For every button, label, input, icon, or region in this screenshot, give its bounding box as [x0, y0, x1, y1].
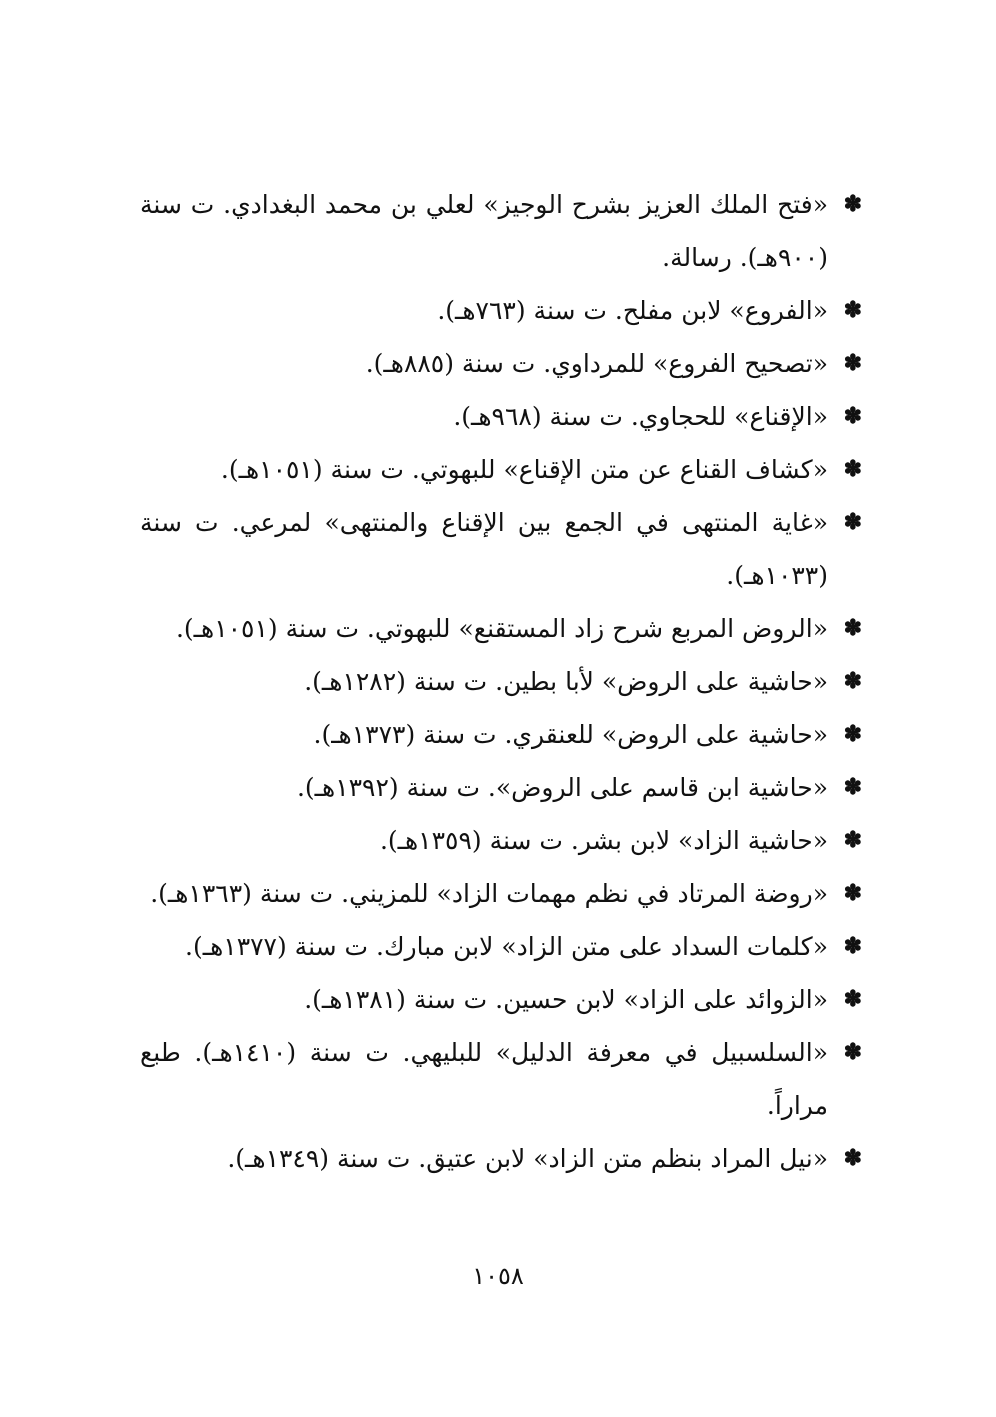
bibliography-entry [140, 708, 862, 761]
entry-text: «الزوائد على الزاد» لابن حسين. ت سنة (١٣٨١هـ). [304, 985, 828, 1014]
entry-text: «السلسبيل في معرفة الدليل» للبليهي. ت سنة (١٤١٠هـ). طبع مراراً. [140, 1038, 828, 1120]
entry-text: «تصحيح الفروع» للمرداوي. ت سنة (٨٨٥هـ). [365, 349, 828, 378]
bibliography-entry [140, 284, 862, 337]
entry-text: «الفروع» لابن مفلح. ت سنة (٧٦٣هـ). [437, 296, 828, 325]
entry-text: «نيل المراد بنظم متن الزاد» لابن عتيق. ت سنة (١٣٤٩هـ). [227, 1144, 828, 1173]
asterisk-bullet-icon: ✽ [843, 615, 862, 641]
entry-text: «الروض المربع شرح زاد المستقنع» للبهوتي. ت سنة (١٠٥١هـ). [175, 614, 828, 643]
asterisk-bullet-icon: ✽ [843, 456, 862, 482]
entry-text: «حاشية ابن قاسم على الروض». ت سنة (١٣٩٢هـ). [296, 773, 828, 802]
page-number: ١٠٥٨ [472, 1262, 524, 1290]
asterisk-bullet-icon: ✽ [843, 668, 862, 694]
asterisk-bullet-icon: ✽ [843, 403, 862, 429]
entry-text: «الإقناع» للحجاوي. ت سنة (٩٦٨هـ). [453, 402, 828, 431]
asterisk-bullet-icon: ✽ [843, 880, 862, 906]
bibliography-entry [140, 602, 862, 655]
bibliography-entry [140, 867, 862, 920]
bibliography-entry [140, 814, 862, 867]
asterisk-bullet-icon: ✽ [843, 350, 862, 376]
bibliography-entry [140, 920, 862, 973]
entry-text: «حاشية الزاد» لابن بشر. ت سنة (١٣٥٩هـ). [379, 826, 828, 855]
bibliography-entry [140, 761, 862, 814]
entry-text: «حاشية على الروض» للعنقري. ت سنة (١٣٧٣هـ). [313, 720, 828, 749]
asterisk-bullet-icon: ✽ [843, 827, 862, 853]
entry-text: «كلمات السداد على متن الزاد» لابن مبارك. ت سنة (١٣٧٧هـ). [185, 932, 828, 961]
asterisk-bullet-icon: ✽ [843, 774, 862, 800]
bibliography-entry [140, 655, 862, 708]
entry-text: «حاشية على الروض» لأبا بطين. ت سنة (١٢٨٢هـ). [304, 667, 828, 696]
bibliography-entry [140, 973, 862, 1026]
entry-text: «غاية المنتهى في الجمع بين الإقناع والمنتهى» لمرعي. ت سنة (١٠٣٣هـ). [140, 508, 828, 590]
asterisk-bullet-icon: ✽ [843, 1039, 862, 1065]
bibliography-entry [140, 1026, 862, 1132]
bibliography-entry [140, 443, 862, 496]
asterisk-bullet-icon: ✽ [843, 1145, 862, 1171]
asterisk-bullet-icon: ✽ [843, 509, 862, 535]
bibliography-entry [140, 390, 862, 443]
asterisk-bullet-icon: ✽ [843, 191, 862, 217]
bibliography-entry [140, 337, 862, 390]
bibliography-list [140, 178, 862, 1185]
asterisk-bullet-icon: ✽ [843, 933, 862, 959]
bibliography-entry [140, 1132, 862, 1185]
entry-text: «فتح الملك العزيز بشرح الوجيز» لعلي بن محمد البغدادي. ت سنة (٩٠٠هـ). رسالة. [140, 190, 828, 272]
entry-text: «روضة المرتاد في نظم مهمات الزاد» للمزيني. ت سنة (١٣٦٣هـ). [150, 879, 828, 908]
bibliography-entry [140, 496, 862, 602]
asterisk-bullet-icon: ✽ [843, 986, 862, 1012]
asterisk-bullet-icon: ✽ [843, 721, 862, 747]
entry-text: «كشاف القناع عن متن الإقناع» للبهوتي. ت سنة (١٠٥١هـ). [220, 455, 828, 484]
bibliography-entry [140, 178, 862, 284]
asterisk-bullet-icon: ✽ [843, 297, 862, 323]
